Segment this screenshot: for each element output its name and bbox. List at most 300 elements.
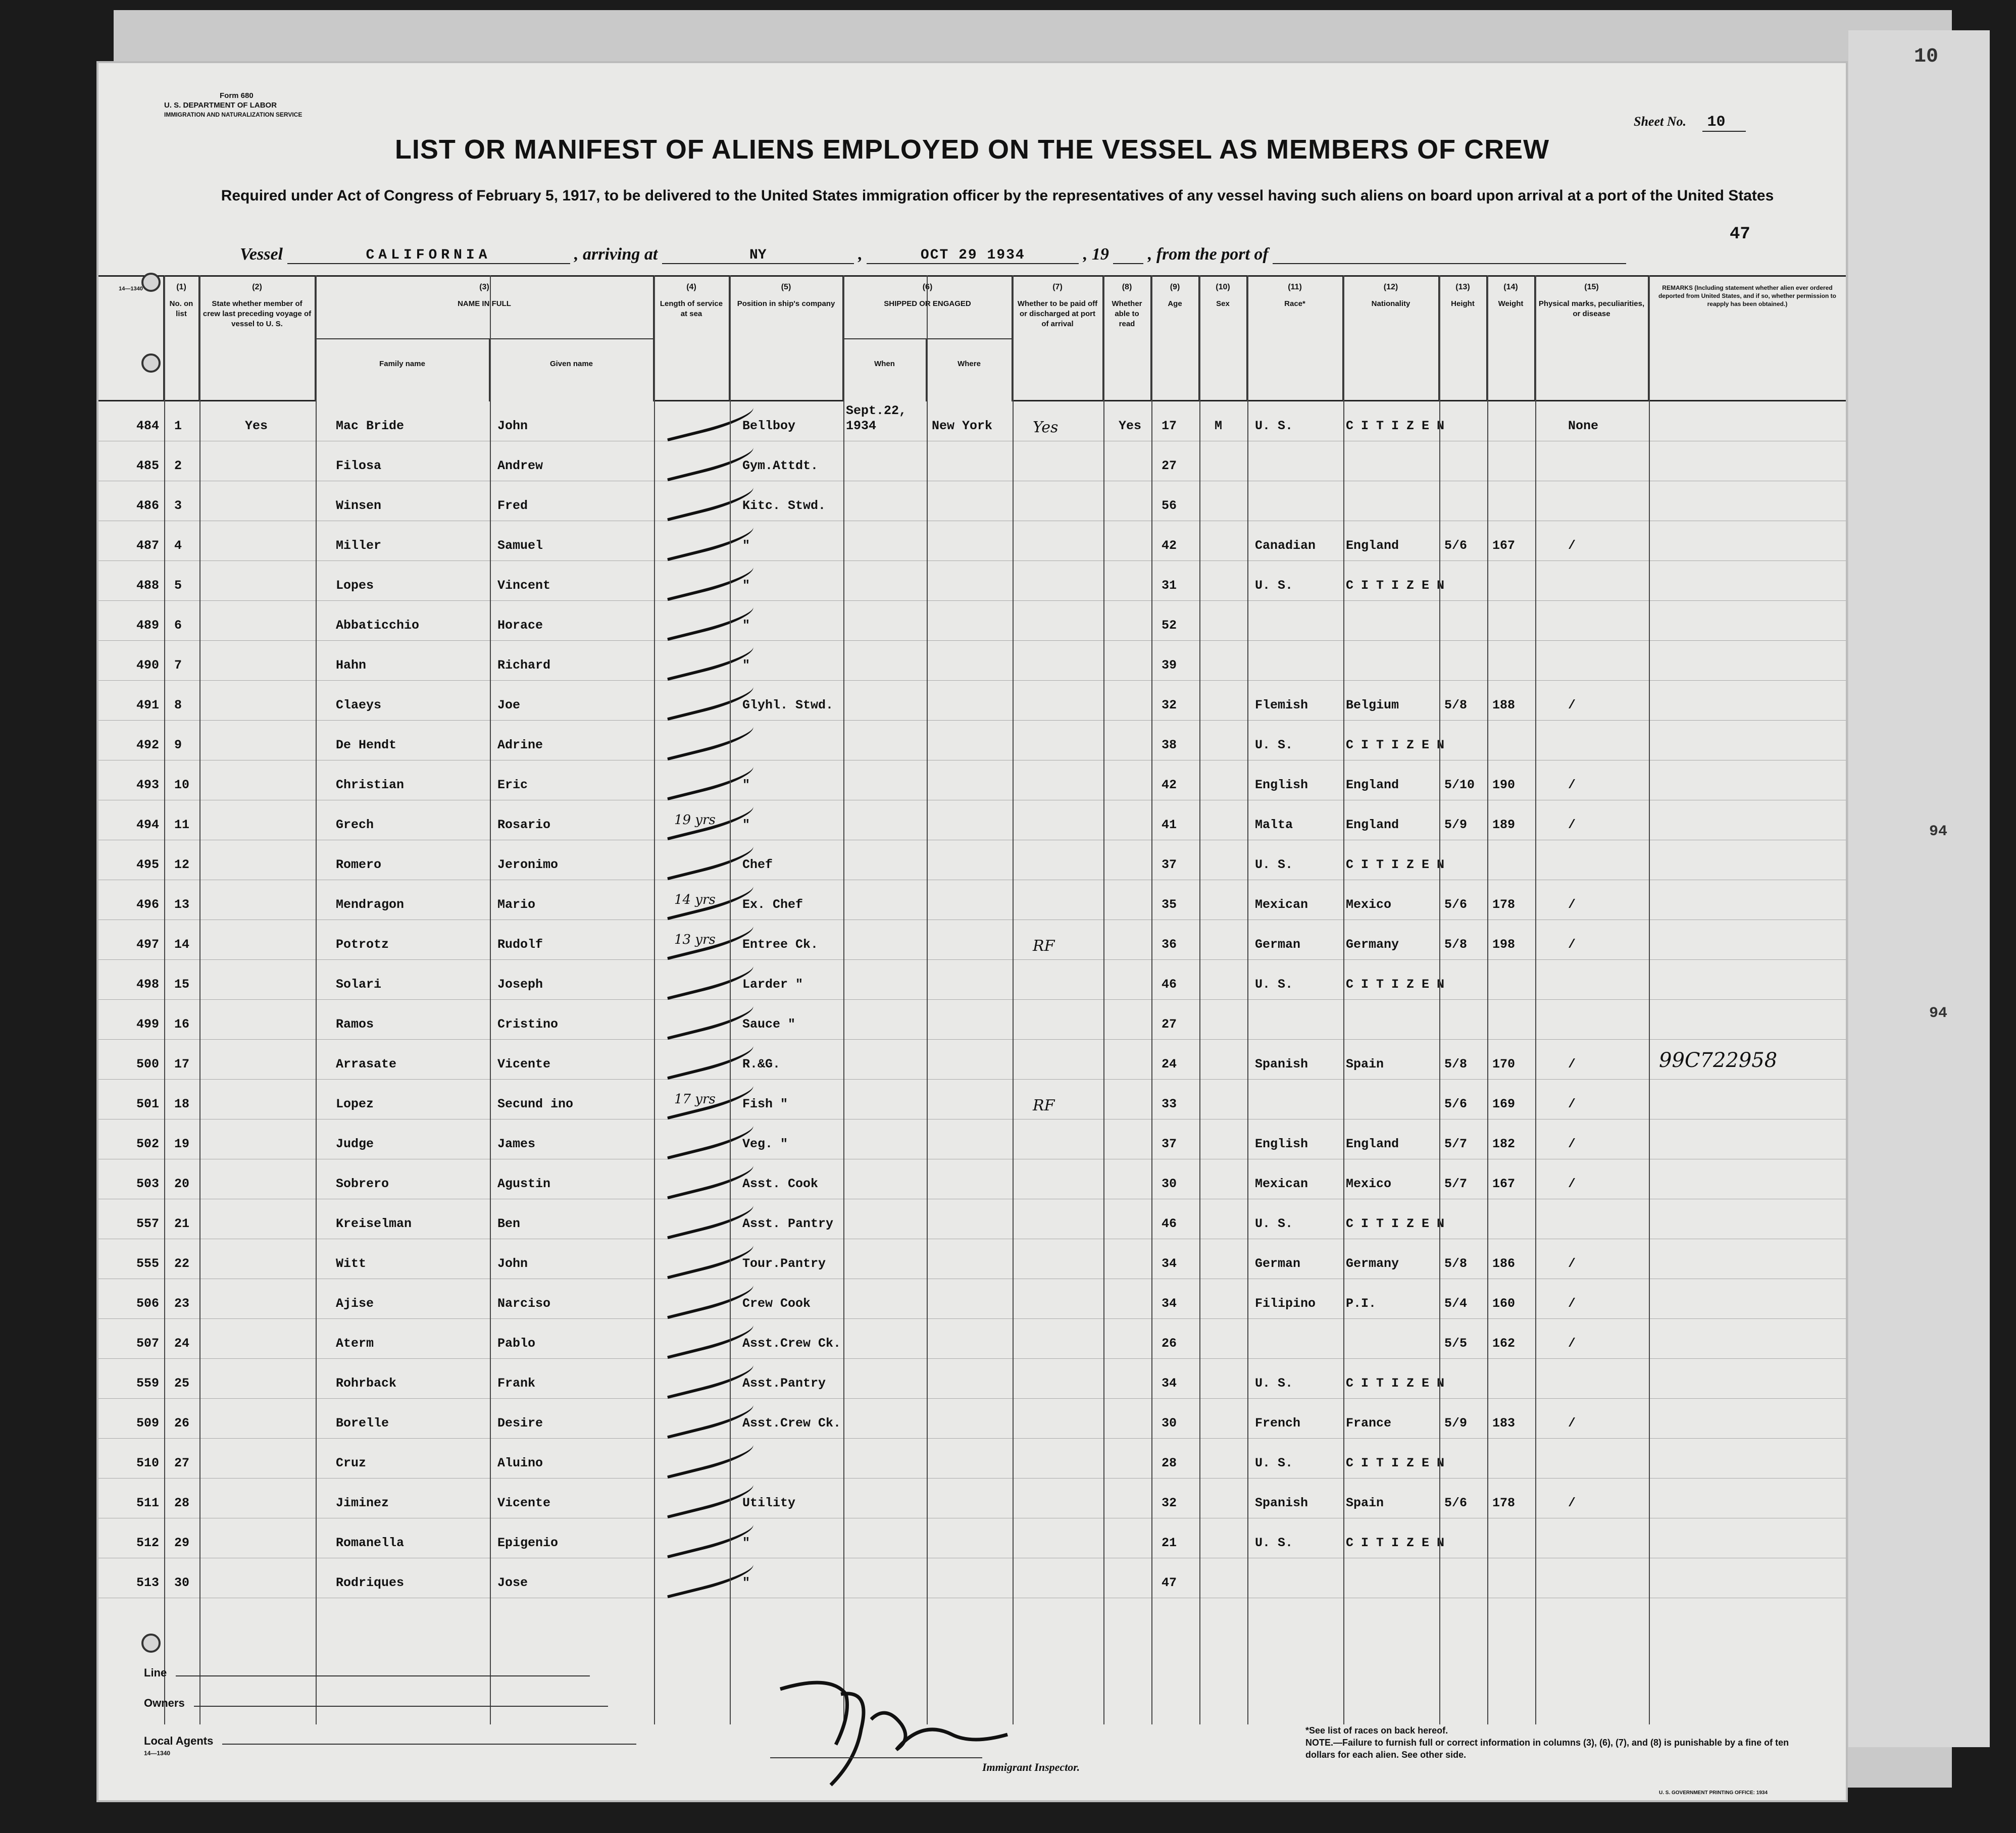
height: 5/8 [1444, 698, 1468, 712]
position: Ex. Chef [742, 897, 803, 912]
table-row [98, 681, 1846, 721]
family-name: Borelle [336, 1416, 389, 1431]
binder-hole [141, 353, 161, 373]
age: 31 [1162, 578, 1177, 593]
physical-marks: / [1568, 1177, 1576, 1191]
table-row [98, 1159, 1846, 1199]
family-name: Potrotz [336, 937, 389, 952]
table-row [98, 441, 1846, 481]
nationality: Mexico [1346, 1177, 1392, 1191]
row-number: 1 [174, 419, 182, 433]
position: Asst.Crew Ck. [742, 1336, 841, 1351]
table-row [98, 1558, 1846, 1598]
age: 41 [1162, 818, 1177, 832]
family-name: Kreiselman [336, 1216, 412, 1231]
family-name: Witt [336, 1256, 367, 1271]
table-row [98, 1319, 1846, 1359]
age: 32 [1162, 698, 1177, 712]
margin-number: 559 [136, 1376, 159, 1391]
race: U. S. [1255, 419, 1293, 433]
row-number: 13 [174, 897, 190, 912]
age: 30 [1162, 1416, 1177, 1431]
position: Entree Ck. [742, 937, 819, 952]
form-footer [98, 1649, 1846, 1800]
margin-number: 555 [136, 1256, 159, 1271]
family-name: Judge [336, 1137, 374, 1151]
given-name-header: Given name [490, 338, 654, 401]
age: 26 [1162, 1336, 1177, 1351]
position: Kitc. Stwd. [742, 498, 826, 513]
family-name: Romero [336, 857, 382, 872]
race: Filipino [1255, 1296, 1316, 1311]
service-strike-mark [663, 719, 756, 760]
margin-number: 490 [136, 658, 159, 673]
manifest-title: LIST OR MANIFEST OF ALIENS EMPLOYED ON THE VESSEL AS MEMBERS OF CREW [394, 134, 1550, 165]
margin-number: 502 [136, 1137, 159, 1151]
physical-marks: / [1568, 538, 1576, 553]
race: Mexican [1255, 1177, 1308, 1191]
margin-number: 509 [136, 1416, 159, 1431]
race: Malta [1255, 818, 1293, 832]
arriving-label: arriving at [583, 245, 658, 264]
age: 52 [1162, 618, 1177, 633]
paid-off: Yes [1033, 419, 1059, 436]
family-name: Lopes [336, 578, 374, 593]
weight: 186 [1492, 1256, 1516, 1271]
nationality: England [1346, 778, 1399, 792]
col-3-header: (3) NAME IN FULL [316, 275, 654, 338]
given-name: Frank [497, 1376, 536, 1391]
margin-number: 491 [136, 698, 159, 712]
where-header: Where [927, 338, 1013, 401]
physical-marks: / [1568, 1137, 1576, 1151]
weight: 190 [1492, 778, 1516, 792]
row-number: 25 [174, 1376, 190, 1391]
table-row [98, 1000, 1846, 1040]
family-name: Sobrero [336, 1177, 389, 1191]
height: 5/7 [1444, 1137, 1468, 1151]
from-port-label: from the port of [1156, 245, 1269, 264]
nationality: C I T I Z E N [1346, 1536, 1445, 1550]
height: 5/6 [1444, 1496, 1468, 1510]
inspector-label: Immigrant Inspector. [982, 1761, 1080, 1773]
col-margin: 14—1340 [98, 275, 164, 401]
paid-off: RF [1033, 937, 1055, 955]
margin-number: 488 [136, 578, 159, 593]
nationality: Spain [1346, 1057, 1384, 1072]
row-number: 14 [174, 937, 190, 952]
family-name: Jiminez [336, 1496, 389, 1510]
margin-number: 495 [136, 857, 159, 872]
position: " [742, 1536, 750, 1550]
arrival-port: NY [662, 247, 854, 264]
age: 32 [1162, 1496, 1177, 1510]
margin-number: 485 [136, 459, 159, 473]
given-name: Cristino [497, 1017, 559, 1032]
weight: 188 [1492, 698, 1516, 712]
table-row [98, 1279, 1846, 1319]
margin-number: 496 [136, 897, 159, 912]
family-name: Lopez [336, 1097, 374, 1111]
given-name: John [497, 1256, 528, 1271]
binder-hole [141, 273, 161, 292]
row-number: 26 [174, 1416, 190, 1431]
given-name: Rosario [497, 818, 551, 832]
race: English [1255, 1137, 1308, 1151]
table-row [98, 1439, 1846, 1479]
margin-number: 507 [136, 1336, 159, 1351]
margin-number: 489 [136, 618, 159, 633]
age: 56 [1162, 498, 1177, 513]
row-number: 6 [174, 618, 182, 633]
age: 24 [1162, 1057, 1177, 1072]
family-name: Mac Bride [336, 419, 405, 433]
race: U. S. [1255, 1456, 1293, 1470]
position: R.&G. [742, 1057, 781, 1072]
given-name: John [497, 419, 528, 433]
given-name: Andrew [497, 459, 543, 473]
nationality: C I T I Z E N [1346, 578, 1445, 593]
row-number: 17 [174, 1057, 190, 1072]
family-name: Filosa [336, 459, 382, 473]
physical-marks: / [1568, 1336, 1576, 1351]
height: 5/7 [1444, 1177, 1468, 1191]
row-number: 27 [174, 1456, 190, 1470]
given-name: Aluino [497, 1456, 543, 1470]
family-name: Winsen [336, 498, 382, 513]
family-name: Grech [336, 818, 374, 832]
position: Bellboy [742, 419, 796, 433]
row-number: 7 [174, 658, 182, 673]
remark: 99C722958 [1659, 1049, 1778, 1072]
given-name: Richard [497, 658, 551, 673]
position: Asst. Pantry [742, 1216, 834, 1231]
age: 34 [1162, 1376, 1177, 1391]
age: 34 [1162, 1296, 1177, 1311]
nationality: England [1346, 1137, 1399, 1151]
margin-number: 501 [136, 1097, 159, 1111]
family-name: Aterm [336, 1336, 374, 1351]
col-5-header: (5) Position in ship's company [730, 275, 843, 401]
physical-marks: / [1568, 937, 1576, 952]
vessel-name: CALIFORNIA [287, 247, 570, 264]
weight: 169 [1492, 1097, 1516, 1111]
position: Sauce " [742, 1017, 796, 1032]
nationality: C I T I Z E N [1346, 857, 1445, 872]
table-row [98, 1399, 1846, 1439]
family-name: Rohrback [336, 1376, 397, 1391]
physical-marks: / [1568, 897, 1576, 912]
given-name: James [497, 1137, 536, 1151]
position: Larder " [742, 977, 803, 992]
nationality: Spain [1346, 1496, 1384, 1510]
table-row [98, 481, 1846, 521]
line-field: Line [144, 1666, 590, 1679]
table-row [98, 401, 1846, 441]
weight: 162 [1492, 1336, 1516, 1351]
height: 5/6 [1444, 1097, 1468, 1111]
margin-number: 510 [136, 1456, 159, 1470]
race: U. S. [1255, 977, 1293, 992]
age: 46 [1162, 977, 1177, 992]
position: " [742, 658, 750, 673]
family-name: Arrasate [336, 1057, 397, 1072]
row-number: 29 [174, 1536, 190, 1550]
margin-number: 492 [136, 738, 159, 752]
given-name: Vicente [497, 1057, 551, 1072]
row-number: 19 [174, 1137, 190, 1151]
table-row [98, 641, 1846, 681]
position: Crew Cook [742, 1296, 811, 1311]
age: 21 [1162, 1536, 1177, 1550]
nationality: France [1346, 1416, 1392, 1431]
table-row [98, 800, 1846, 840]
table-row [98, 1040, 1846, 1080]
races-note: *See list of races on back hereof. [1305, 1725, 1448, 1736]
family-name: Rodriques [336, 1575, 405, 1590]
row-number: 12 [174, 857, 190, 872]
side-number-bottom: 94 [1929, 1005, 1948, 1022]
position: Tour.Pantry [742, 1256, 826, 1271]
family-name: Miller [336, 538, 382, 553]
nationality: P.I. [1346, 1296, 1377, 1311]
given-name: Samuel [497, 538, 543, 553]
age: 35 [1162, 897, 1177, 912]
given-name: Ben [497, 1216, 521, 1231]
row-number: 20 [174, 1177, 190, 1191]
given-name: Rudolf [497, 937, 543, 952]
family-name: Solari [336, 977, 382, 992]
physical-marks: / [1568, 1296, 1576, 1311]
family-name: Cruz [336, 1456, 367, 1470]
family-name: Mendragon [336, 897, 405, 912]
age: 37 [1162, 1137, 1177, 1151]
position: Gym.Attdt. [742, 459, 819, 473]
col-10-header: (10) Sex [1199, 275, 1247, 401]
position: Glyhl. Stwd. [742, 698, 834, 712]
height: 5/8 [1444, 1256, 1468, 1271]
given-name: Eric [497, 778, 528, 792]
nationality: Mexico [1346, 897, 1392, 912]
physical-marks: / [1568, 1097, 1576, 1111]
manifest-sheet [98, 63, 1846, 1800]
table-row [98, 840, 1846, 880]
age: 46 [1162, 1216, 1177, 1231]
table-row [98, 521, 1846, 561]
table-row [98, 721, 1846, 760]
margin-number: 486 [136, 498, 159, 513]
year-label: 19 [1091, 245, 1109, 264]
col-14-header: (14) Weight [1487, 275, 1535, 401]
side-number-top: 94 [1929, 823, 1948, 840]
race: English [1255, 778, 1308, 792]
table-row [98, 601, 1846, 641]
nationality: England [1346, 538, 1399, 553]
owners-field: Owners [144, 1697, 608, 1710]
family-name: Romanella [336, 1536, 405, 1550]
footer-note [1305, 1724, 1790, 1761]
physical-marks: / [1568, 698, 1576, 712]
race: German [1255, 1256, 1301, 1271]
department-name: U. S. DEPARTMENT OF LABOR [164, 101, 277, 110]
row-number: 3 [174, 498, 182, 513]
family-name: Claeys [336, 698, 382, 712]
col-7-header: (7) Whether to be paid off or discharged at port of arrival [1013, 275, 1103, 401]
physical-marks: / [1568, 1416, 1576, 1431]
height: 5/6 [1444, 897, 1468, 912]
margin-number: 557 [136, 1216, 159, 1231]
weight: 178 [1492, 897, 1516, 912]
age: 27 [1162, 459, 1177, 473]
table-row [98, 1119, 1846, 1159]
physical-marks: / [1568, 1496, 1576, 1510]
col-15-header: (15) Physical marks, peculiarities, or disease [1535, 275, 1649, 401]
service-length: 19 yrs [674, 812, 716, 828]
family-name-header: Family name [316, 338, 490, 401]
weight: 167 [1492, 538, 1516, 553]
row-number: 18 [174, 1097, 190, 1111]
margin-number: 503 [136, 1177, 159, 1191]
form-number: Form 680 [220, 91, 254, 100]
position: Asst. Cook [742, 1177, 819, 1191]
col-4-header: (4) Length of service at sea [654, 275, 730, 401]
col-9-header: (9) Age [1151, 275, 1199, 401]
margin-number: 487 [136, 538, 159, 553]
nationality: Germany [1346, 937, 1399, 952]
height: 5/8 [1444, 1057, 1468, 1072]
given-name: Vincent [497, 578, 551, 593]
race: French [1255, 1416, 1301, 1431]
service-name: IMMIGRATION AND NATURALIZATION SERVICE [164, 111, 303, 118]
given-name: Joe [497, 698, 521, 712]
page-number: 47 [1730, 225, 1750, 244]
nationality: C I T I Z E N [1346, 1376, 1445, 1391]
row-number: 8 [174, 698, 182, 712]
col-1-header: (1) No. on list [164, 275, 199, 401]
physical-marks: / [1568, 1256, 1576, 1271]
vessel-label: Vessel [240, 245, 283, 264]
age: 33 [1162, 1097, 1177, 1111]
weight: 170 [1492, 1057, 1516, 1072]
margin-number: 499 [136, 1017, 159, 1032]
race: U. S. [1255, 1376, 1293, 1391]
given-name: Pablo [497, 1336, 536, 1351]
given-name: Epigenio [497, 1536, 559, 1550]
height: 5/4 [1444, 1296, 1468, 1311]
service-length: 14 yrs [674, 892, 716, 907]
age: 30 [1162, 1177, 1177, 1191]
age: 47 [1162, 1575, 1177, 1590]
race: Spanish [1255, 1057, 1308, 1072]
previous-voyage: Yes [245, 419, 268, 433]
age: 38 [1162, 738, 1177, 752]
margin-number: 511 [136, 1496, 159, 1510]
remarks-header: REMARKS (Including statement whether alien ever ordered deported from United States, and if so, whether permission to reapply has been obtained.) [1649, 275, 1846, 401]
margin-number: 484 [136, 419, 159, 433]
physical-marks: / [1568, 778, 1576, 792]
weight: 198 [1492, 937, 1516, 952]
given-name: Desire [497, 1416, 543, 1431]
nationality: C I T I Z E N [1346, 1216, 1445, 1231]
position: Veg. " [742, 1137, 788, 1151]
family-name: Ramos [336, 1017, 374, 1032]
penalty-note: NOTE.—Failure to furnish full or correct information in columns (3), (6), (7), and (8) is punishable by a fine of ten dollars for each alien. See other side. [1305, 1738, 1789, 1760]
given-name: Horace [497, 618, 543, 633]
nationality: C I T I Z E N [1346, 738, 1445, 752]
family-name: Ajise [336, 1296, 374, 1311]
row-number: 30 [174, 1575, 190, 1590]
position: Fish " [742, 1097, 788, 1111]
position: Utility [742, 1496, 796, 1510]
position: Chef [742, 857, 773, 872]
col-11-header: (11) Race* [1247, 275, 1343, 401]
position: " [742, 778, 750, 792]
position: " [742, 1575, 750, 1590]
given-name: Vicente [497, 1496, 551, 1510]
given-name: Secund ino [497, 1097, 574, 1111]
margin-number: 494 [136, 818, 159, 832]
row-number: 2 [174, 459, 182, 473]
sheet-value: 10 [1702, 114, 1746, 132]
table-row [98, 760, 1846, 800]
weight: 167 [1492, 1177, 1516, 1191]
margin-number: 506 [136, 1296, 159, 1311]
table-row [98, 1479, 1846, 1518]
position: " [742, 538, 750, 553]
margin-number: 493 [136, 778, 159, 792]
race: German [1255, 937, 1301, 952]
margin-number: 513 [136, 1575, 159, 1590]
age: 27 [1162, 1017, 1177, 1032]
table-row [98, 1080, 1846, 1119]
weight: 178 [1492, 1496, 1516, 1510]
agents-field: Local Agents [144, 1735, 636, 1748]
row-number: 15 [174, 977, 190, 992]
service-strike-mark [663, 1437, 756, 1479]
nationality: C I T I Z E N [1346, 419, 1445, 433]
date-stamp: OCT 29 1934 [867, 247, 1079, 264]
race: Flemish [1255, 698, 1308, 712]
race: U. S. [1255, 578, 1293, 593]
margin-number: 498 [136, 977, 159, 992]
margin-number: 497 [136, 937, 159, 952]
given-name: Jose [497, 1575, 528, 1590]
age: 34 [1162, 1256, 1177, 1271]
row-number: 4 [174, 538, 182, 553]
row-number: 24 [174, 1336, 190, 1351]
row-number: 10 [174, 778, 190, 792]
position: " [742, 578, 750, 593]
position: Asst.Pantry [742, 1376, 826, 1391]
race: Mexican [1255, 897, 1308, 912]
height: 5/8 [1444, 937, 1468, 952]
service-length: 13 yrs [674, 932, 716, 947]
given-name: Mario [497, 897, 536, 912]
nationality: C I T I Z E N [1346, 1456, 1445, 1470]
height: 5/5 [1444, 1336, 1468, 1351]
manifest-subtitle: Required under Act of Congress of February 5, 1917, to be delivered to the United States immigration officer by the representatives of any vessel having such aliens on board upon arrival at a port of the United States [221, 187, 1774, 204]
race: Spanish [1255, 1496, 1308, 1510]
service-length: 17 yrs [674, 1092, 716, 1107]
row-number: 21 [174, 1216, 190, 1231]
height: 5/10 [1444, 778, 1475, 792]
age: 36 [1162, 937, 1177, 952]
col-6-header: (6) SHIPPED OR ENGAGED [843, 275, 1013, 338]
age: 42 [1162, 778, 1177, 792]
age: 42 [1162, 538, 1177, 553]
given-name: Agustin [497, 1177, 551, 1191]
col-13-header: (13) Height [1439, 275, 1487, 401]
